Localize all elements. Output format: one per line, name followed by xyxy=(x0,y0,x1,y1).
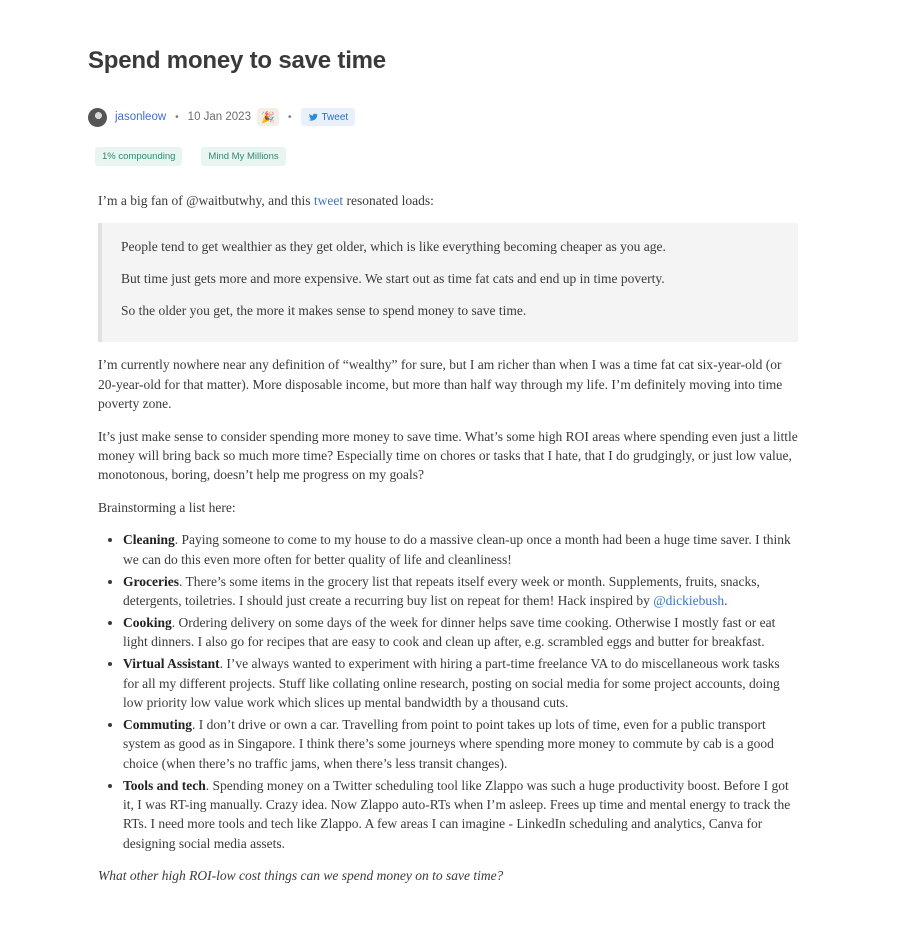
tag-mind-my-millions[interactable]: Mind My Millions xyxy=(201,147,285,166)
body-paragraph: I’m currently nowhere near any definition of “wealthy” for sure, but I am richer than when I was a time fat cat six-year-old (or 20-year-old for that matter). More disposable income, but more than half way through my life. I’m definitely moving into time poverty zone. xyxy=(98,357,783,412)
list-item: • Groceries. There’s some items in the grocery list that repeats itself every week or month. Supplements, fruits, snacks, detergents, toiletries. I should just create a recurring buy list on repeat for them! Hack inspired by @dickiebush. xyxy=(123,572,798,611)
author-link[interactable]: jasonleow xyxy=(115,111,167,123)
list-item: • Virtual Assistant. I’ve always wanted to experiment with hiring a part-time freelance VA to do miscellaneous work tasks for all my different projects. Stuff like collating online research, posting on social media for some project accounts, doing low priority low value work which slices up mental bandwidth by a thousand cuts. xyxy=(123,654,798,712)
quote-block xyxy=(98,223,798,342)
quote-line: People tend to get wealthier as they get older, which is like everything becoming cheaper as you age. xyxy=(121,239,666,255)
tweet-label: Tweet xyxy=(321,111,349,123)
list-item: • Tools and tech. Spending money on a Twitter scheduling tool like Zlappo was such a huge productivity boost. Before I got it, I was RT-ing manually. Crazy idea. Now Zlappo auto-RTs when I’m asleep. Frees up time and mental energy to track the RTs. I need more tools and tech like Zlappo. A few areas I can imagine - LinkedIn scheduling and analytics, Canva for designing social media assets. xyxy=(123,776,798,854)
post-body xyxy=(98,191,798,899)
dickiebush-link[interactable]: @dickiebush xyxy=(653,592,725,608)
quote-line: But time just gets more and more expensive. We start out as time fat cats and end up in time poverty. xyxy=(121,271,665,287)
list-item: • Cooking. Ordering delivery on some days of the week for dinner helps save time cooking. Otherwise I mostly fast or eat light dinners. I also go for recipes that are easy to cook and clean up after, e.g. scrambled eggs and butter for breakfast. xyxy=(123,613,798,652)
closing-question: What other high ROI-low cost things can we spend money on to save time? xyxy=(98,868,504,884)
tweet-button[interactable] xyxy=(301,108,356,126)
body-paragraph: Brainstorming a list here: xyxy=(98,499,236,515)
tweet-link[interactable]: tweet xyxy=(313,193,344,208)
quote-line: So the older you get, the more it makes sense to spend money to save time. xyxy=(121,303,527,319)
avatar[interactable] xyxy=(88,108,107,127)
list-item: • Commuting. I don’t drive or own a car. Travelling from point to point takes up lots of time, even for a public transport system as good as in Singapore. I think there’s some journeys where spending more money to commute by cab is a good choice (when there’s no traffic jams, when there’s less transit changes). xyxy=(123,715,798,773)
intro-paragraph: I’m a big fan of @waitbutwhy, and this tweet resonated loads: xyxy=(98,193,434,208)
party-emoji-reaction[interactable]: 🎉 xyxy=(257,108,279,126)
meta-separator: • xyxy=(175,111,179,123)
post-meta xyxy=(88,107,355,127)
twitter-bird-icon xyxy=(308,112,318,122)
meta-separator: • xyxy=(287,111,292,123)
brainstorm-list xyxy=(98,530,798,853)
post-title: Spend money to save time xyxy=(88,47,386,74)
body-paragraph: It’s just make sense to consider spending more money to save time. What’s some high ROI areas where spending even just a little money will bring back so much more time? Especially time on chores or tasks that I hate, that I do grudgingly, or just low value, monotonous, boring, doesn’t help me progress on my goals? xyxy=(98,428,798,483)
tag-1-percent-compounding[interactable]: 1% compounding xyxy=(95,147,182,166)
tag-list xyxy=(95,147,286,166)
list-item: • Cleaning. Paying someone to come to my house to do a massive clean-up once a month had been a huge time saver. I think we can do this even more often for better quality of life and cleanliness! xyxy=(123,530,798,569)
post-date: 10 Jan 2023 xyxy=(187,111,251,123)
